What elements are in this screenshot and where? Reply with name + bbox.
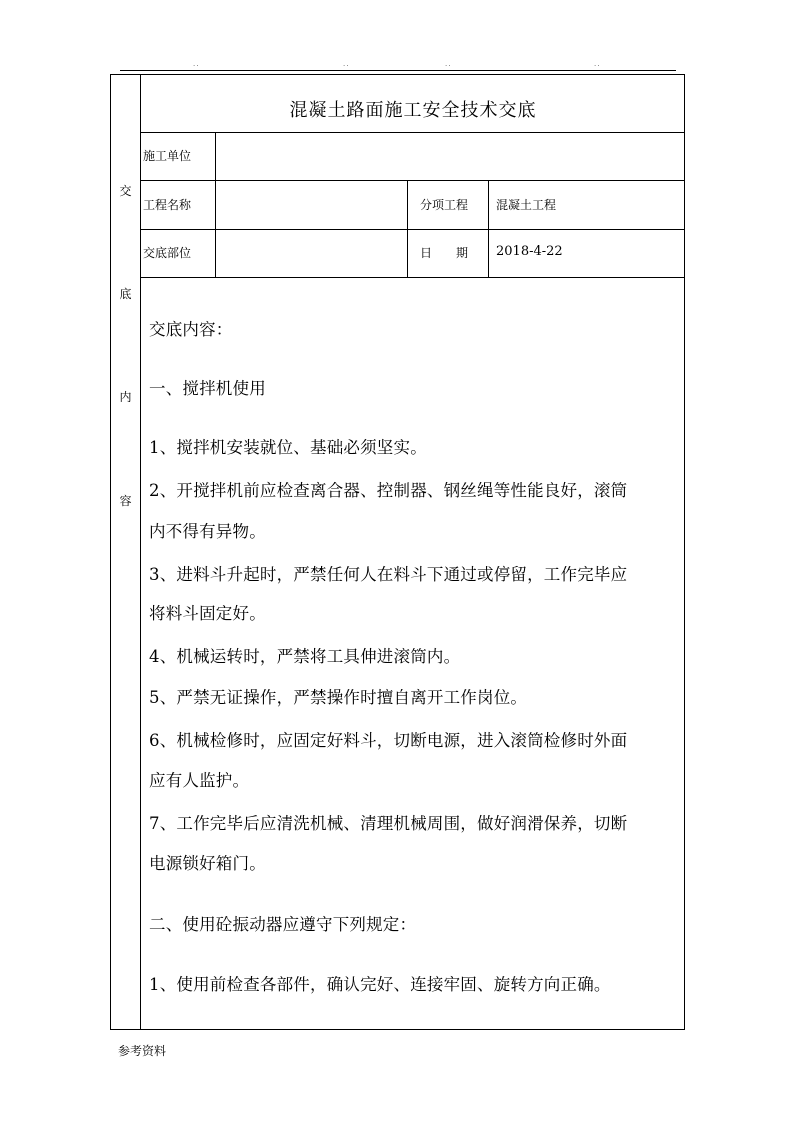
side-column-divider: [140, 74, 141, 1030]
content-line: 3、进料斗升起时，严禁任何人在料斗下通过或停留，工作完毕应: [149, 565, 628, 584]
content-line: 应有人监护。: [149, 771, 250, 790]
content-line: 2、开搅拌机前应检查离合器、控制器、钢丝绳等性能良好，滚筒: [149, 481, 628, 500]
unit-label: 施工单位: [143, 149, 192, 163]
section-title: 一、搅拌机使用: [149, 379, 266, 398]
header-dot: ..: [594, 60, 601, 68]
side-label-char: 交: [119, 184, 132, 198]
content-line: 1、搅拌机安装就位、基础必须坚实。: [149, 438, 427, 457]
subproject-value: 混凝土工程: [496, 198, 557, 212]
side-label-char: 底: [119, 287, 132, 301]
form-frame: [110, 74, 685, 1030]
section-title: 二、使用砼振动器应遵守下列规定：: [149, 915, 417, 934]
header-dot: ..: [193, 60, 200, 68]
content-heading: 交底内容：: [149, 320, 233, 339]
content-line: 4、机械运转时，严禁将工具伸进滚筒内。: [149, 647, 461, 666]
column-divider: [407, 180, 408, 277]
date-label: 日 期: [420, 246, 469, 260]
content-line: 5、严禁无证操作，严禁操作时擅自离开工作岗位。: [149, 688, 528, 707]
header-dot: ..: [343, 60, 350, 68]
header-dot: ..: [445, 60, 452, 68]
project-label: 工程名称: [143, 198, 192, 212]
content-line: 电源锁好箱门。: [149, 854, 266, 873]
row-divider: [140, 277, 685, 278]
content-line: 1、使用前检查各部件，确认完好、连接牢固、旋转方向正确。: [149, 975, 611, 994]
header-rule: [120, 70, 676, 71]
document-title: 混凝土路面施工安全技术交底: [289, 100, 537, 121]
footer-note: 参考资料: [118, 1044, 167, 1058]
content-line: 内不得有异物。: [149, 522, 266, 541]
row-divider: [140, 132, 685, 133]
date-value: 2018-4-22: [496, 244, 563, 259]
content-line: 将料斗固定好。: [149, 604, 266, 623]
content-line: 6、机械检修时，应固定好料斗，切断电源，进入滚筒检修时外面: [149, 731, 628, 750]
side-label-char: 容: [119, 494, 132, 508]
location-label: 交底部位: [143, 246, 192, 260]
label-column-divider: [215, 132, 216, 277]
row-divider: [140, 229, 685, 230]
row-divider: [140, 180, 685, 181]
subproject-label: 分项工程: [420, 198, 469, 212]
column-divider: [488, 180, 489, 277]
side-label-char: 内: [119, 390, 132, 404]
content-line: 7、工作完毕后应清洗机械、清理机械周围，做好润滑保养，切断: [149, 814, 628, 833]
